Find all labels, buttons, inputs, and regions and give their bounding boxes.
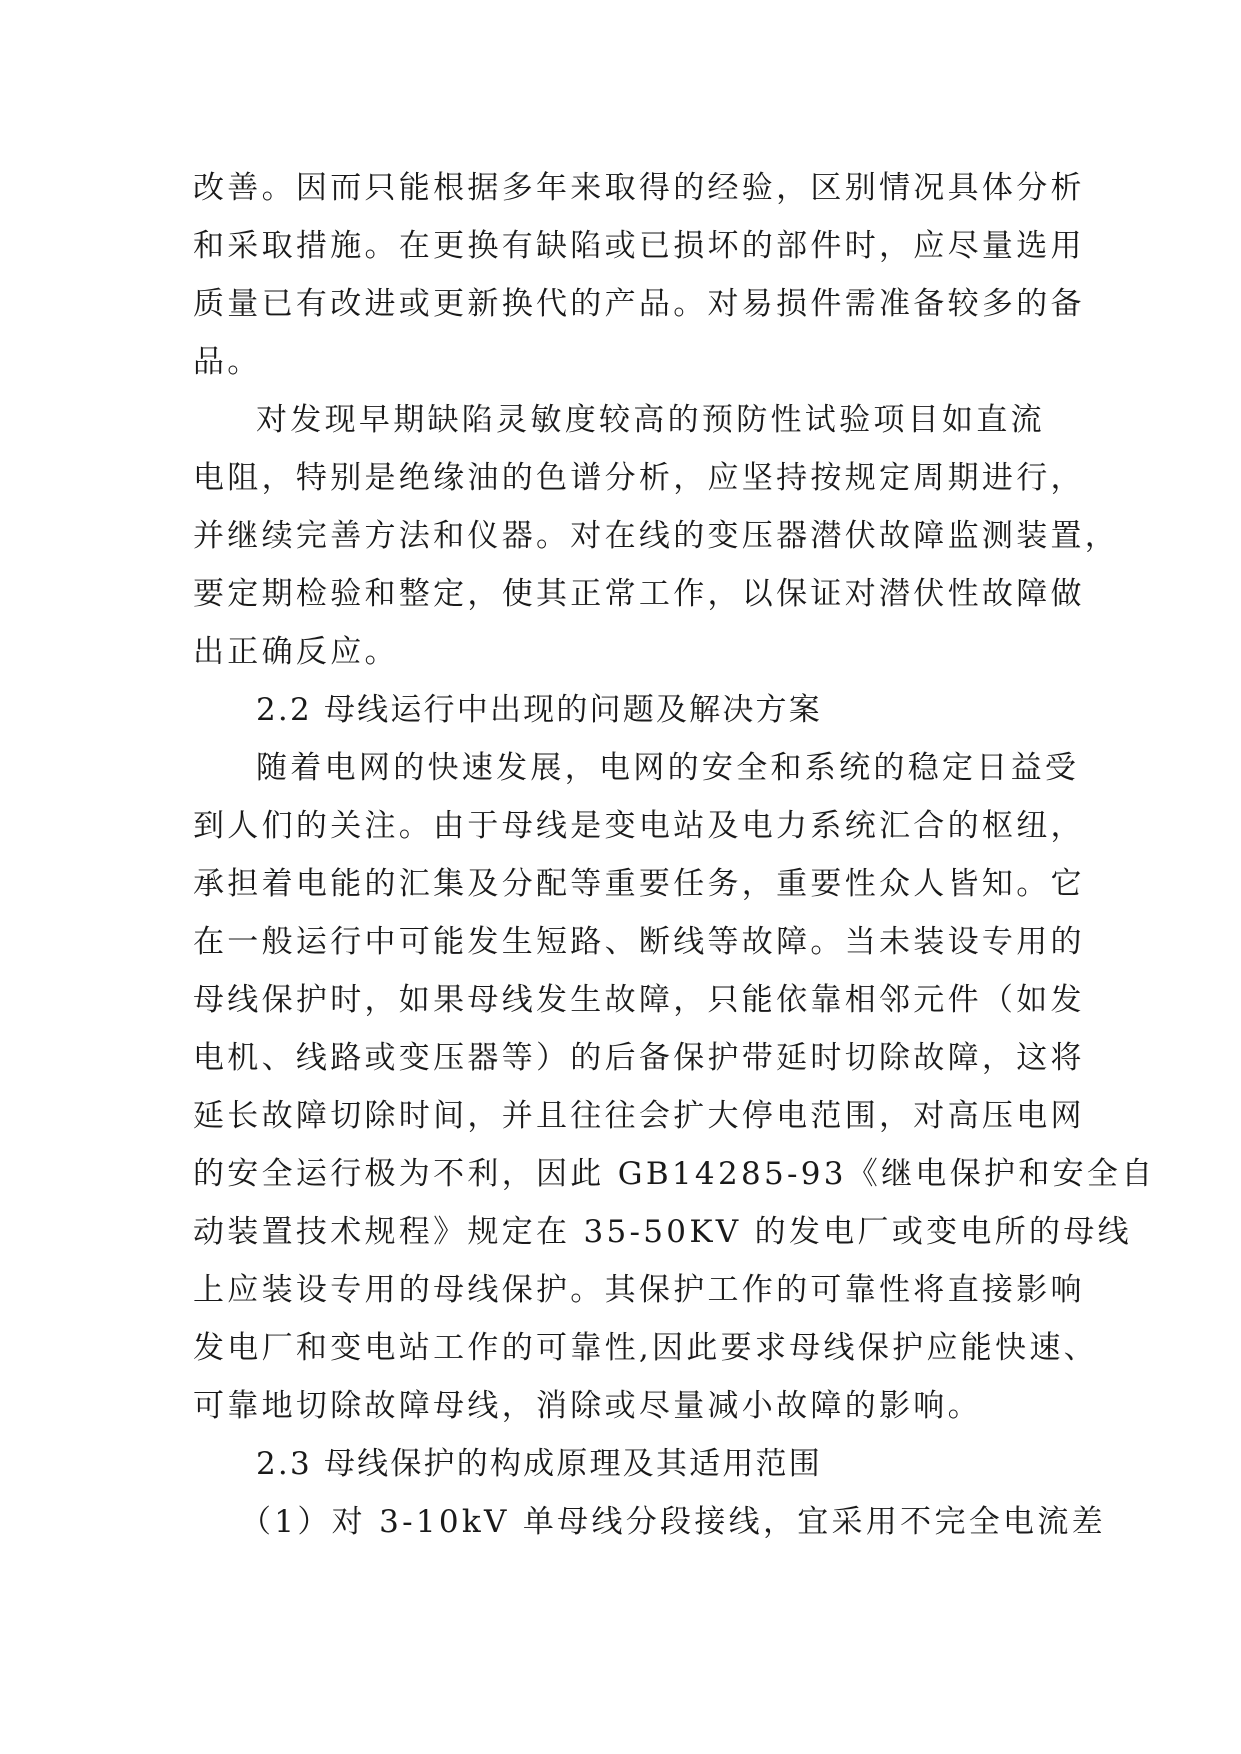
section-heading-2-3: 2.3 母线保护的构成原理及其适用范围: [256, 1446, 822, 1482]
body-text-line: 质量已有改进或更新换代的产品。对易损件需准备较多的备: [193, 286, 1085, 322]
body-text-line: 延长故障切除时间，并且往往会扩大停电范围，对高压电网: [193, 1098, 1085, 1134]
body-text-line: 发电厂和变电站工作的可靠性,因此要求母线保护应能快速、: [193, 1330, 1098, 1366]
paragraph-first-line: 对发现早期缺陷灵敏度较高的预防性试验项目如直流: [256, 402, 1045, 438]
paragraph-first-line: 随着电网的快速发展，电网的安全和系统的稳定日益受: [256, 750, 1080, 786]
body-text-line: 和采取措施。在更换有缺陷或已损坏的部件时，应尽量选用: [193, 228, 1085, 264]
body-text-line: 并继续完善方法和仪器。对在线的变压器潜伏故障监测装置，: [193, 518, 1120, 554]
body-text-line: 到人们的关注。由于母线是变电站及电力系统汇合的枢纽，: [193, 808, 1085, 844]
list-item-1: （1）对 3-10kV 单母线分段接线，宜采用不完全电流差: [240, 1504, 1106, 1540]
body-text-line: 改善。因而只能根据多年来取得的经验，区别情况具体分析: [193, 170, 1085, 206]
body-text-line: 品。: [193, 344, 262, 380]
body-text-line: 电阻，特别是绝缘油的色谱分析，应坚持按规定周期进行，: [193, 460, 1085, 496]
body-text-line: 要定期检验和整定，使其正常工作，以保证对潜伏性故障做: [193, 576, 1085, 612]
body-text-line: 上应装设专用的母线保护。其保护工作的可靠性将直接影响: [193, 1272, 1085, 1308]
body-text-line: 电机、线路或变压器等）的后备保护带延时切除故障，这将: [193, 1040, 1085, 1076]
body-text-line: 出正确反应。: [193, 634, 399, 670]
section-heading-2-2: 2.2 母线运行中出现的问题及解决方案: [256, 692, 822, 728]
body-text-line: 可靠地切除故障母线，消除或尽量减小故障的影响。: [193, 1388, 982, 1424]
body-text-line: 的安全运行极为不利，因此 GB14285-93《继电保护和安全自: [193, 1156, 1156, 1192]
body-text-line: 母线保护时，如果母线发生故障，只能依靠相邻元件（如发: [193, 982, 1085, 1018]
body-text-line: 动装置技术规程》规定在 35-50KV 的发电厂或变电所的母线: [193, 1214, 1132, 1250]
body-text-line: 在一般运行中可能发生短路、断线等故障。当未装设专用的: [193, 924, 1085, 960]
body-text-line: 承担着电能的汇集及分配等重要任务，重要性众人皆知。它: [193, 866, 1085, 902]
